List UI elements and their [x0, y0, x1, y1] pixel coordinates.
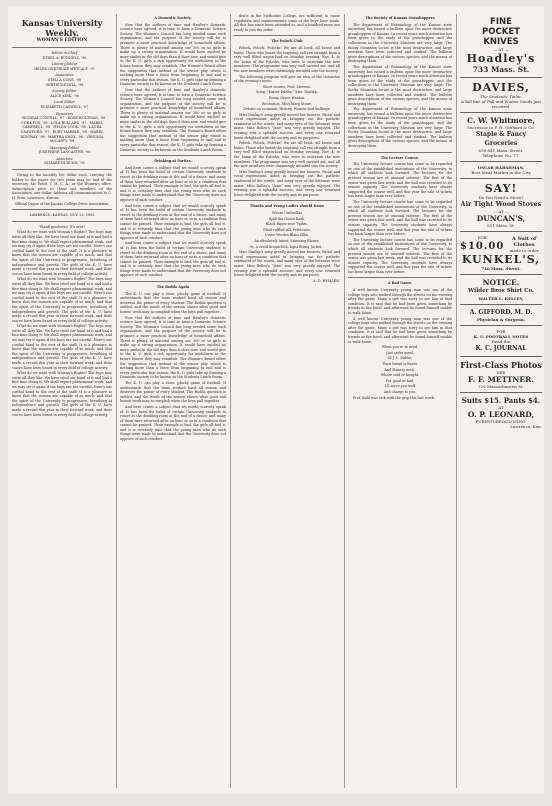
staff-role: Associates [55, 73, 74, 78]
column-masthead [12, 14, 112, 786]
masthead-title: Kansas University Weekly. [21, 18, 103, 38]
verse-line: Plaid ruffled silk Petticoats, [263, 227, 311, 232]
verse-line: Or, a vestil broadcloth, tight fitting Jacket... [249, 244, 325, 249]
divider [234, 200, 340, 201]
ad-stoves: Air Tight Wood Stoves [460, 200, 542, 208]
article-headline: Drinking at Parties. [154, 159, 192, 164]
ad-staple-phone: Telephone No. 77. [482, 153, 520, 158]
program-item: Recitation, Miss Mary Stone. [262, 101, 312, 106]
ad-mettner [460, 356, 542, 392]
verse-line: Their bread is finest, [382, 361, 418, 366]
editorial-headline: Thank goodness! It's over! [39, 224, 85, 229]
ad-hoadley: Hoadley's [466, 52, 536, 65]
article-body: The department of Entomology of the Kansas state university has issued a bulletin upon the more destructive grasshoppers of Kansas. In recent years much attention has been given to the study of the grasshopper, and the collections in the University Museum are very large. The Rocky Mountain locust is the most destructive, and large numbers have been collected and studied. The bulletin gives descriptions of the various species, and the means of destroying them. [348, 107, 452, 149]
ad-journal-name: K. C. JOURNAL [475, 345, 527, 352]
article-body: A well known University young man was one of the college boys who walked through the streets on the evening after the game. Many a girl was sorry to see him in that condition. It is said that he had been given something by friends at the hotel, and afterward he found himself unable to walk home. [348, 316, 452, 344]
divider [348, 277, 452, 278]
column-rule [456, 14, 457, 788]
ad-davies [460, 77, 542, 112]
verse-line: Of J. L. Dobbs, [387, 356, 413, 361]
article-headline: The Rodda Again [156, 285, 190, 290]
staff-name: ETHEL A. BUNNELL, '96 [42, 55, 87, 60]
column-3 [234, 14, 340, 786]
ad-whitmore-sub: Successor to F. H. Gerhard & Co. [467, 125, 535, 130]
ad-photos: First-Class Photos [460, 360, 542, 370]
article-headline: The Lecture Course. [380, 155, 420, 160]
verse-line: And charge to you. [383, 389, 417, 394]
ad-whitmore [460, 112, 542, 161]
ad-staple-addr: 639-641 Mass. Street. [478, 148, 524, 153]
divider [12, 221, 112, 222]
ad-harshman-line: Best Meat Market in the City [471, 170, 531, 175]
article-signature: A. D. WHALEN. [313, 278, 340, 283]
verse-line: Where sold or bought, [380, 373, 420, 378]
program-item: Short stories, Prof. Stevens. [262, 84, 312, 89]
ad-line: KNIVES [483, 37, 519, 47]
staff-name: GEORGIA COWGILL, '97 · ROSE WOLTMAN, '98 · CORA FOX, '96 · LOLA BULLARD, '97 · MABEL CAMPBELL, '98 · HELEN COOK, '98 · LAURA CRAWFORD, '97 · RUBY MARBLE, '98 · MABEL RIDGWAY, '98 · MARTHA KNOX, '98 · VIRGINIA McCARTY, '98 [20, 116, 108, 144]
ad-duncan-addr: 811 Mass. St. [487, 223, 515, 228]
program-item: Song, "Kaiser Edelin," Mrs. Dunlap. [256, 90, 318, 95]
article-body: Now that the authors of time and Hawley's domestic science have agreed, it is time to form a Domestic Science Society. The Woman's Council has long needed some such organization, and the purpose of the society will be to promote a more practical knowledge of household affairs. There is plenty of material among our 300 or so girls to make up a strong organization. It would have excited no more smiles in the old days than it does now, and would give to the K. U. girls a rich opportunity for usefulness in the future homes they may establish. The Woman's Board offers the suggestion that instead of the senior play which is nothing more than a farce from beginning to end and is every particular that reason, the K. U. girls take up forming a Domestic society to be known as the Students Lunch Room. [120, 87, 226, 152]
ad-notice: NOTICE. [482, 278, 520, 287]
verse-line: Just order meal, [386, 350, 414, 355]
ad-mettner-name: F. F. METTNER. [468, 375, 534, 384]
ad-harshman [460, 161, 542, 178]
ad-line: POCKET [482, 27, 520, 37]
verse-line: And flowery meal, [384, 367, 416, 372]
staff-role: Local Editor [53, 100, 76, 105]
ad-davies-line: A full line of Fall and Winter Goods just received. [461, 99, 541, 109]
article-body: The department of Entomology of the Kansas state university has issued a bulletin upon the more destructive grasshoppers of Kansas. In recent years much attention has been given to the study of the grasshopper, and the collections in the University Museum are very large. The Rocky Mountain locust is the most destructive, and large numbers have been collected and studied. The bulletin gives descriptions of the various species, and the means of destroying them. [348, 22, 452, 64]
column-rule [116, 14, 117, 788]
divider [12, 169, 112, 170]
article-headline: The Society of Kansas Grasshoppers [365, 16, 435, 20]
article-body: Polock, Polock, Polocks! We are all book, all house and home. Those who heard the inspiring call ran straight from a very well filled wagon-load on Monday evening, Nov. 4, to the home of the Polocks, who were to entertain the new members. The programme was very well carried out, and all the new members were charmingly initiated into the society. [234, 141, 340, 169]
ad-line: — AT — [493, 47, 509, 52]
ad-leonard-addr: Lawrence, Kan. [510, 424, 542, 429]
staff-list [12, 51, 112, 166]
article-headline: The Polock Club [271, 39, 303, 44]
article-body: Now that the authors of time and Hawley's domestic science have agreed, it is time to form a Domestic Science Society. The Woman's Council has long needed some such organization, and the purpose of the society will be to promote a more practical knowledge of household affairs. There is plenty of material among our 300 or so girls to make up a strong organization. It would have excited no more smiles in the old days than it does now, and would give to the K. U. girls a rich opportunity for usefulness in the future homes they may establish. The Woman's Board offers the suggestion that instead of the senior play which is nothing more than a farce from beginning to end and is every particular that reason, the K. U. girls take up forming a Domestic society to be known as the Students Lunch Room. [120, 315, 226, 380]
ad-mettner-addr: 729 Massachusetts St. [478, 384, 524, 389]
article-body: A well known University young man was one of the college boys who walked through the streets on the evening after the game. Many a girl was sorry to see him in that condition. It is said that he had been given something by friends at the hotel, and afterward he found himself unable to walk home. [348, 288, 452, 316]
article-body: The K. U. can play a close, plucky game of football. It understands that the team worked hard all season and deserves the praise of every student. The Rodda question is settled, and the result of the season shows what good and honest work may accomplish when the boys pull together. [120, 291, 226, 315]
verse-line: Cover Woolen Blain Silks, [264, 233, 310, 238]
article-body: The University lecture course has come to be regarded as one of the established institutions of the University, to which all students look forward. The lectures for the present season are of unusual interest. The first of the series was given last week, and the hall was crowded to its utmost capacity. The University students have always supported the course well, and this year the sale of tickets has been larger than ever before. [348, 162, 452, 199]
ad-walter: WALTER L. KELLEY, [478, 296, 524, 301]
ad-harshman-name: OSCAR HARSHMAN, [477, 165, 525, 170]
staff-role: Managing Editor [49, 145, 80, 150]
ad-kunkel-suit-block [506, 236, 542, 253]
ad-suits: Suits $15. Pants $4. [461, 396, 541, 405]
ad-leonard [460, 392, 542, 432]
ad-at: AT [498, 405, 504, 410]
article-note: Prof. Kahl was sick with the grip this last week. [353, 395, 435, 400]
article-body: The department of Entomology of the Kansas state university has issued a bulletin upon the more destructive grasshoppers of Kansas. In recent years much attention has been given to the study of the grasshopper, and the collections in the University Museum are very large. The Rocky Mountain locust is the most destructive, and large numbers have been collected and studied. The bulletin gives descriptions of the various species, and the means of destroying them. [348, 64, 452, 106]
ad-wilder-name: Wilder Bros Shirt Co. [468, 288, 534, 294]
article-body: And here comes a subject that we would scarcely speak of. It has been the habit of certain University students to resort to the drinking room at the end of a dance, and many of them have returned after an hour or so in a condition that cannot be praised. Their example is bad, the girls all feel it, and it is certainly time that the young men who do such things were made to understand that the University does not approve of such conduct. [120, 404, 226, 442]
verse-line: I'll serve you well [384, 384, 416, 389]
editorial-body: What do we want with Woman's Rights? The boys may write all they like. We have tried our hand at it and had a fine time doing it. We shall expect phenomenal work, and we may try it again if the boys are not careful. Here's our cordial hand to the rest of the staff. It is a pleasure to know that the women are capable of so much, and that the spirit of the University is progressive, breathing of independence and growth. The girls of the K. U. have made a record this year in their forward work, and their voices have been heard in every field of college activity. [12, 324, 112, 370]
ad-suit-sub: made to order [509, 247, 539, 253]
ad-whitmore-name: C. W. Whitmore, [467, 116, 535, 125]
ad-leonard-sub: FURNITURE&CLOSING. [475, 419, 527, 424]
ad-say-line: Do You Need a Stove? [478, 195, 524, 200]
article-body: The following program will give an idea of the character of the evening's meet: [234, 74, 340, 84]
ad-journal [460, 325, 542, 356]
ad-staple: Staple & Fancy Groceries [475, 131, 527, 147]
divider [120, 281, 226, 282]
article-body: Miss Dunlap's song greatly moved her hearers. Facial and vocal expressions aided in bringing out the pathetic sentiment of the words, and many eyes of the listeners were moist. Miss Bolles's "Jane" was very greatly enjoyed. The evening was a splendid success, and every one returned home delighted with the society and its purposes. [234, 112, 340, 140]
column-4 [348, 14, 452, 786]
editorial-body: What do we want with Woman's Rights? The boys may write all they like. We have tried our hand at it and had a fine time doing it. We shall expect phenomenal work, and we may try it again if the boys are not careful. Here's our cordial hand to the rest of the staff. It is a pleasure to know that the women are capable of so much, and that the spirit of the University is progressive, breathing of independence and growth. The girls of the K. U. have made a record this year in their forward work, and their voices have been heard in every field of college activity. [12, 277, 112, 323]
article-body: The University lecture course has come to be regarded as one of the established institutions of the University, to which all students look forward. The lectures for the present season are of unusual interest. The first of the series was given last week, and the hall was crowded to its utmost capacity. The University students have always supported the course well, and this year the sale of tickets has been larger than ever before. [348, 237, 452, 274]
article-body: And here comes a subject that we would scarcely speak of. It has been the habit of certain University students to resort to the drinking room at the end of a dance, and many of them have returned after an hour or so in a condition that cannot be praised. Their example is bad, the girls all feel it, and it is certainly time that the young men who do such things were made to understand that the University does not approve of such conduct. [120, 165, 226, 202]
column-2 [120, 14, 226, 786]
article-headline: A Domestic Society. [154, 16, 192, 20]
article-body: And here comes a subject that we would scarcely speak of. It has been the habit of certain University students to resort to the drinking room at the end of a dance, and many of them have returned after an hour or so in a condition that cannot be praised. Their example is bad, the girls all feel it, and it is certainly time that the young men who do such things were made to understand that the University does not approve of such conduct. [120, 241, 226, 278]
ad-davies-name: DAVIES, [472, 81, 530, 94]
ad-duncan [460, 178, 542, 231]
ad-davies-sub: The Students' Tailor. [480, 94, 522, 99]
staff-role: Associate [56, 156, 73, 161]
divider [234, 35, 340, 36]
editorial-body: What do we want with Woman's Rights? The boys may write all they like. We have tried our hand at it and had a fine time doing it. We shall expect phenomenal work, and we may try it again if the boys are not careful. Here's our cordial hand to the rest of the staff. It is a pleasure to know that the women are capable of so much, and that the spirit of the University is progressive, breathing of independence and growth. The girls of the K. U. have made a record this year in their forward work, and their voices have been heard in every field of college activity. [12, 371, 112, 417]
ad-say: SAY! [484, 182, 518, 195]
ad-see: SEE [496, 370, 506, 375]
ad-kunkel-addr: 740 Mass. Street. [481, 266, 521, 271]
program-item: Essay, Grace Heaton. [268, 95, 306, 100]
staff-name: JOSEPHINE LANCASTER, '96 [38, 150, 91, 155]
divider [120, 155, 226, 156]
ad-for: FOR [477, 235, 487, 240]
ad-line: FINE [490, 17, 512, 27]
verse-line: Where Umbrellas [271, 210, 303, 215]
divider [348, 152, 452, 153]
article-body: The University lecture course has come to be regarded as one of the established institutions of the University, to which all students look forward. The lectures for the present season are of unusual interest. The first of the series was given last week, and the hall was crowded to its utmost capacity. The University students have always supported the course well, and this year the sale of tickets has been larger than ever before. [348, 199, 452, 237]
staff-name: ALICE KIRK, '96 [50, 93, 79, 98]
staff-role: Reporters [55, 111, 74, 116]
ad-kunkel-name: KUNKEL'S, [461, 253, 541, 266]
newspaper-page [8, 6, 544, 794]
divider [12, 209, 112, 210]
staff-name: HELEN GERTRUDE METCALF, '97 [34, 66, 95, 71]
ad-read: Read the [491, 339, 511, 344]
official-organ: Official Organ of the Kansas College Press Association. [14, 201, 110, 206]
ad-hoadley-address: 733 Mass. St. [472, 65, 530, 74]
ad-kunkel-price-block [460, 235, 504, 253]
subscription-notice: Owing to the monthly fee dollar each, carrying the holder to the paper for two years may be had of the secretary. Mr. Reed, Y. M. C. A., or the Women's office. Subscription price to those not members of the Association, one dollar. Address all communications to C. H. Ross, Lawrence, Kansas. [12, 173, 112, 201]
article-headline: Thanks and Young Ladies should Know [249, 204, 325, 209]
ad-for: FOR [496, 329, 506, 334]
staff-name: ELIZABETH BUNN, '99 [44, 161, 85, 166]
staff-role: Literary Editor [51, 62, 78, 67]
column-rule [344, 14, 345, 788]
verse-line: Black Ripen-rose Tights, [265, 222, 309, 227]
verse-line: For good or bad, [385, 378, 415, 383]
ad-price: $10.00 [460, 241, 505, 252]
staff-name: GERTRUDE HILL, '98 [45, 82, 84, 87]
ad-gifford-name: A. GIFFORD. M. D. [469, 309, 533, 316]
article-body: The K. U. can play a close, plucky game of football. It understands that the team worked hard all season and deserves the praise of every student. The Rodda question is settled, and the result of the season shows what good and honest work may accomplish when the boys pull together. [120, 380, 226, 404]
column-rule [230, 14, 231, 788]
ad-gifford-sub: Physician & Surgeon. [476, 317, 526, 322]
article-body: And here comes a subject that we would scarcely speak of. It has been the habit of certain University students to resort to the drinking room at the end of a dance, and many of them have returned after an hour or so in a condition that cannot be praised. Their example is bad, the girls all feel it, and it is certainly time that the young men who do such things were made to understand that the University does not approve of such conduct. [120, 203, 226, 240]
masthead-subtitle: WOMAN'S EDITION [36, 38, 88, 43]
ad-football: K. U. FOOTBALL NOTES [473, 334, 529, 339]
article-body: Miss Dunlap's song greatly moved her hearers. Facial and vocal expressions aided in bringing out the pathetic sentiment of the words, and many eyes of the listeners were moist. Miss Bolles's "Jane" was very greatly enjoyed. The evening was a splendid success, and every one returned home delighted with the society and its purposes. [234, 250, 340, 278]
ad-kunkel-price-row [460, 235, 542, 253]
editorial-body: What do we want with Woman's Rights? The boys may write all they like. We have tried our hand at it and had a fine time doing it. We shall expect phenomenal work, and we may try it again if the boys are not careful. Here's our cordial hand to the rest of the staff. It is a pleasure to know that the women are capable of so much, and that the spirit of the University is progressive, breathing of independence and growth. The girls of the K. U. have made a record this year in their forward work, and their voices have been heard in every field of college activity. [12, 230, 112, 276]
ad-suit: A Suit of Clothes [511, 235, 537, 248]
ad-pocket-knives [460, 14, 542, 77]
verse-line: Spill the Goose Bath, [268, 216, 306, 221]
verse-line: An absolutely latest, Stunning Blouse, [254, 238, 320, 243]
ad-wilder [460, 274, 542, 304]
article-headline: A Bad Game. [387, 281, 413, 286]
ad-at: — AT — [493, 209, 509, 214]
verse-line: When you're in need, [381, 345, 419, 350]
column-ads [460, 14, 542, 786]
staff-name: STELLA CONE, '98 [47, 77, 82, 82]
dateline: LAWRENCE, KANSAS, NOV. 22, 1895 [29, 213, 95, 218]
staff-role: Editor-in-Chief [51, 51, 78, 55]
article-body: dents in the Methodist College, are sufficient to cause regulation and commensurate some of the boys have made. All this has since been attended to, and a hundred more are ready to join the order. [234, 14, 340, 32]
ad-duncan-name: DUNCAN'S, [476, 214, 526, 223]
ad-kunkel [460, 231, 542, 274]
staff-role: Society Editor [52, 89, 77, 94]
ad-gifford [460, 304, 542, 325]
article-body: Now that the authors of time and Hawley's domestic science have agreed, it is time to form a Domestic Science Society. The Woman's Council has long needed some such organization, and the purpose of the society will be to promote a more practical knowledge of household affairs. There is plenty of material among our 300 or so girls to make up a strong organization. It would have excited no more smiles in the old days than it does now, and would give to the K. U. girls a rich opportunity for usefulness in the future homes they may establish. The Woman's Board offers the suggestion that instead of the senior play which is nothing more than a farce from beginning to end and is every particular that reason, the K. U. girls take up forming a Domestic society to be known as the Students Lunch Room. [120, 22, 226, 87]
ad-leonard-name: O. P. LEONARD, [467, 410, 535, 419]
staff-name: ELIZABETH CASWELL, '97 [40, 104, 89, 109]
article-body: Miss Dunlap's song greatly moved her hearers. Facial and vocal expressions aided in bringing out the pathetic sentiment of the words, and many eyes of the listeners were moist. Miss Bolles's "Jane" was very greatly enjoyed. The evening was a splendid success, and every one returned home delighted with the society and its purposes. [234, 169, 340, 197]
program-item: Debate on economic History, Women and Suffrage. [243, 107, 331, 112]
divider [12, 47, 112, 48]
article-body: Polock, Polock, Polocks! We are all book, all house and home. Those who heard the inspiring call ran straight from a very well filled wagon-load on Monday evening, Nov. 4, to the home of the Polocks, who were to entertain the new members. The programme was very well carried out, and all the new members were charmingly initiated into the society. [234, 45, 340, 73]
